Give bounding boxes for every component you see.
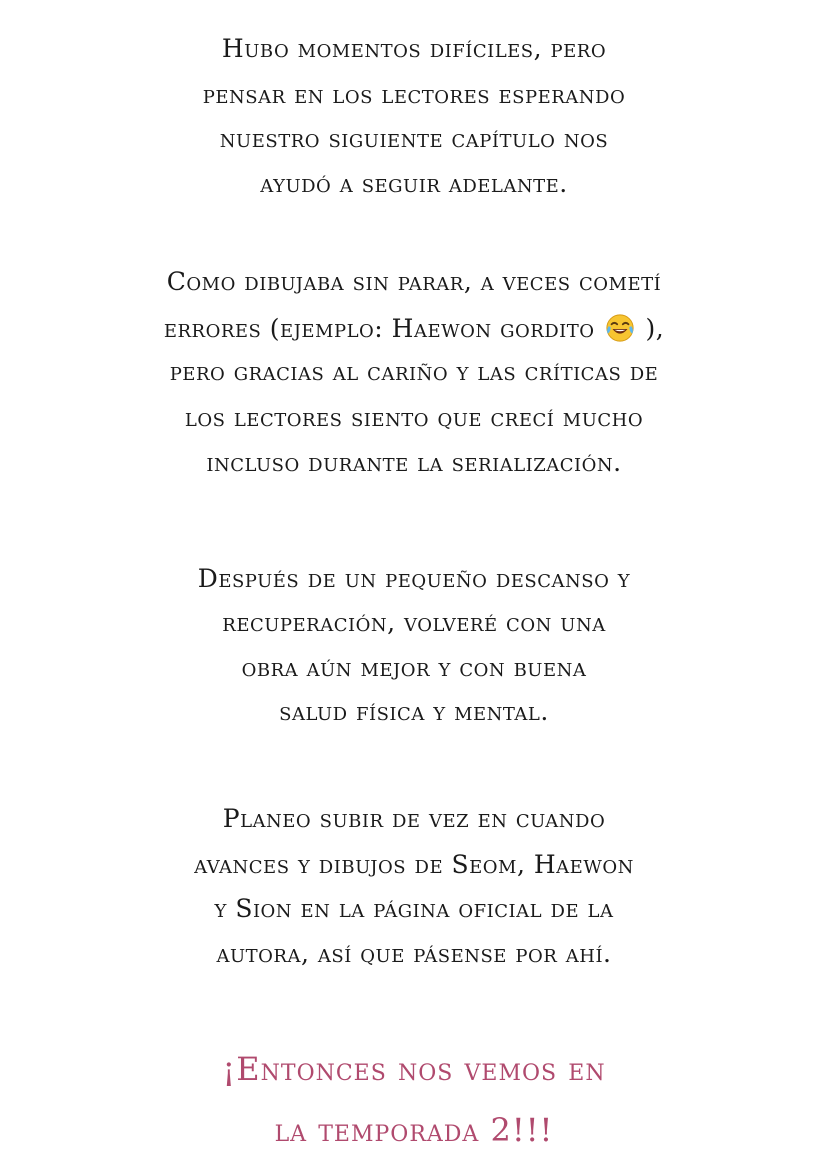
text-line: ayudó a seguir adelante. bbox=[260, 169, 568, 198]
text-line: nuestro siguiente capítulo nos bbox=[219, 124, 609, 153]
text-line: Como dibujaba sin parar, a veces cometí bbox=[166, 267, 662, 296]
text-line: obra aún mejor y con buena bbox=[241, 653, 587, 682]
text-line: Planeo subir de vez en cuando bbox=[222, 804, 606, 833]
closing-line: ¡Entonces nos vemos en bbox=[222, 1050, 606, 1088]
text-line: y Sion en la página oficial de la bbox=[214, 894, 614, 923]
text-segment: errores (ejemplo: Haewon gordito bbox=[163, 314, 595, 343]
laughing-crying-emoji-icon bbox=[605, 313, 635, 343]
text-line-with-emoji bbox=[0, 313, 828, 343]
text-segment: ), bbox=[645, 314, 665, 343]
text-line: incluso durante la serialización. bbox=[206, 448, 622, 477]
text-line: los lectores siento que crecí mucho bbox=[184, 403, 644, 432]
text-line: pensar en los lectores esperando bbox=[202, 80, 626, 109]
text-line: Hubo momentos difíciles, pero bbox=[221, 34, 607, 63]
text-line: salud física y mental. bbox=[279, 697, 549, 726]
text-line: Después de un pequeño descanso y bbox=[197, 564, 631, 593]
closing-line: la temporada 2!!! bbox=[274, 1111, 554, 1149]
text-line: avances y dibujos de Seom, Haewon bbox=[194, 850, 634, 879]
text-line: recuperación, volveré con una bbox=[222, 608, 606, 637]
text-line: autora, así que pásense por ahí. bbox=[216, 939, 612, 968]
text-line: pero gracias al cariño y las críticas de bbox=[169, 357, 659, 386]
